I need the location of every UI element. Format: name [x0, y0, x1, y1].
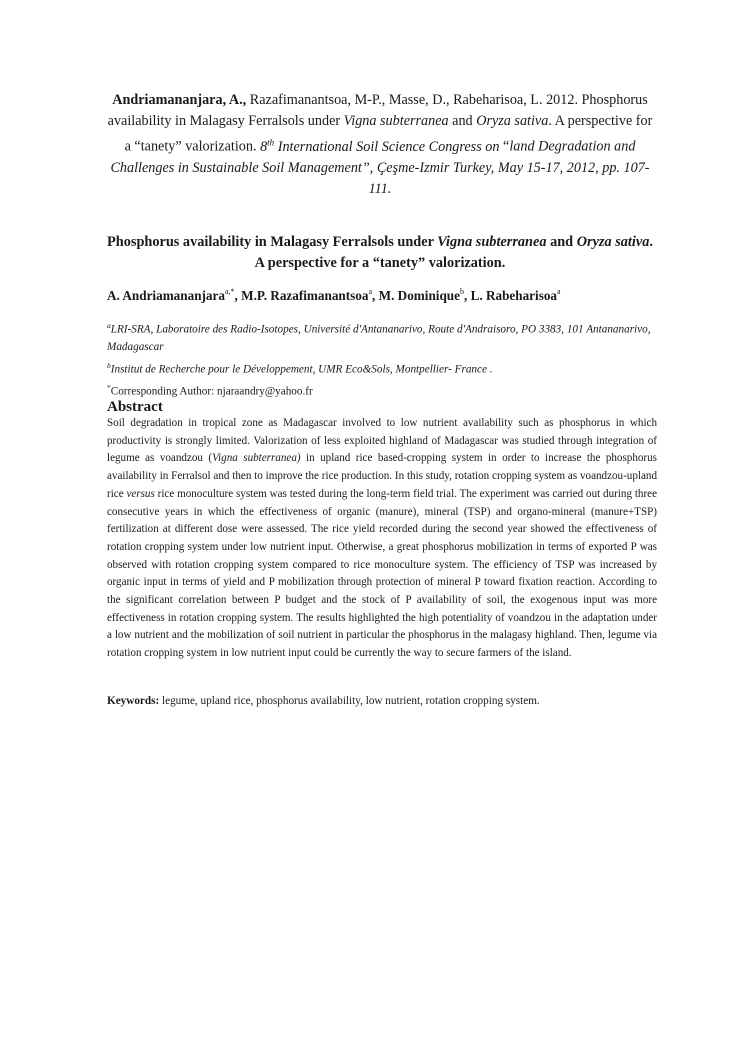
abstract-text-1: Soil degradation in tropical zone as Madagascar involved to low nutrient availability such as phosphorus in which productivity is strongly limited. Valorization of less exploited highland of Madagascar was studied through integration of legume as voandzou ( [107, 417, 657, 465]
affiliation-b-mark: b [107, 360, 111, 370]
citation-title-part2: . A perspective for a “tanety” valorization. [124, 113, 653, 155]
citation-block [104, 90, 656, 200]
author [379, 288, 471, 303]
abstract-italic-versus: versus [126, 487, 155, 500]
citation-congress-theme: land Degradation and Challenges in Sustainable Soil Management”, Çeşme-Izmir Turkey, May 15-17, 2012, pp. 107-111. [110, 138, 650, 197]
title-part1: Phosphorus availability in Malagasy Ferralsols under [107, 234, 438, 250]
author-affiliation-mark: a [368, 287, 373, 296]
author-separator: , [234, 288, 242, 304]
author [241, 288, 379, 303]
author-affiliation-mark: a [557, 287, 561, 296]
author-affiliation-mark: b [459, 287, 464, 296]
title-species2: Oryza sativa [576, 234, 650, 250]
title-and: and [546, 234, 577, 250]
citation-congress: International Soil Science Congress on [274, 138, 503, 155]
citation-ordinal-number: 8 [260, 138, 268, 155]
citation-ordinal-suffix: th [267, 137, 275, 147]
author-name: M. Dominique [378, 288, 460, 304]
title-species1: Vigna subterranea [437, 234, 547, 250]
abstract-italic-species: Vigna subterranea) [212, 452, 301, 465]
affiliation-a [107, 317, 659, 357]
author [107, 288, 241, 303]
abstract-heading: Abstract [107, 399, 163, 415]
affiliation-b [107, 357, 659, 379]
citation-species2: Oryza sativa [476, 113, 549, 129]
author-separator: , [463, 288, 471, 304]
keywords-line [107, 693, 657, 710]
citation-lead-author: Andriamananjara, A., [112, 92, 247, 108]
citation-species1: Vigna subterranea [343, 113, 449, 129]
affiliation-a-text: LRI-SRA, Laboratoire des Radio-Isotopes, Université d'Antananarivo, Route d'Andraisoro, PO 3383, 101 Antananarivo, Madagascar [107, 323, 651, 354]
citation-congress-ordinal [260, 139, 503, 155]
author-affiliation-mark: a,* [224, 287, 235, 296]
corresponding-mark: * [107, 382, 111, 392]
abstract-text-2: in upland rice based-cropping system in order to increase the phosphorus availability in Ferralsol and then to improve the rice production. In this study, rotation cropping system as voandzou-upland rice [107, 452, 657, 500]
author [471, 288, 561, 303]
author-name: A. Andriamananjara [107, 288, 225, 304]
paper-title [104, 232, 656, 274]
author-separator: , [372, 288, 379, 304]
affiliation-b-text: Institut de Recherche pour le Développement, UMR Eco&Sols, Montpellier- France . [110, 363, 493, 376]
citation-coauthors: Razafimanantsoa, M-P., Masse, D., Rabeharisoa, L. 2012. [246, 92, 578, 108]
citation-title-part1: Phosphorus availability in Malagasy Ferralsols under [107, 92, 648, 129]
abstract-text-3: rice monoculture system was tested during the long-term field trial. The experiment was carried out during three consecutive years in which the effectiveness of organic (manure), mineral (TSP) and organo-mineral (manure+TSP) fertilization at different dose were assessed. The rice yield recorded during the second year showed the effectiveness of rotation cropping system under low nutrient input. Otherwise, a great phosphorus mobilization in terms of exported P was observed with rotation cropping system compared to rice monoculture system. The efficiency of TSP was increased by organic input in terms of yield and P mobilization through protection of mineral P toward fixation reaction. According to the significant correlation between P budget and the stock of P availability of soil, the exogenous input was more effectiveness in rotation cropping system. The results highlighted the high potentiality of voandzou in the adaptation under a low nutrient and the mobilization of soil nutrient in particular the phosphorus in the malagasy highland. Then, legume via rotation cropping system in low nutrient input could be currently the way to secure farmers of the island. [107, 487, 657, 660]
citation-and: and [448, 113, 477, 129]
corresponding-author [107, 379, 659, 401]
author-name: M.P. Razafimanantsoa [241, 288, 369, 304]
author-list [107, 283, 659, 305]
citation-quote-open: “ [503, 138, 510, 155]
keywords-label: Keywords: [107, 695, 160, 707]
keywords-text: legume, upland rice, phosphorus availability, low nutrient, rotation cropping system. [159, 695, 540, 707]
abstract-body [107, 415, 657, 663]
author-name: L. Rabeharisoa [470, 288, 558, 304]
title-part2: . A perspective for a “tanety” valorization. [254, 234, 653, 271]
affiliations-block [107, 317, 659, 401]
corresponding-author-text: Corresponding Author: njaraandry@yahoo.fr [110, 385, 313, 398]
affiliation-a-mark: a [107, 321, 111, 330]
